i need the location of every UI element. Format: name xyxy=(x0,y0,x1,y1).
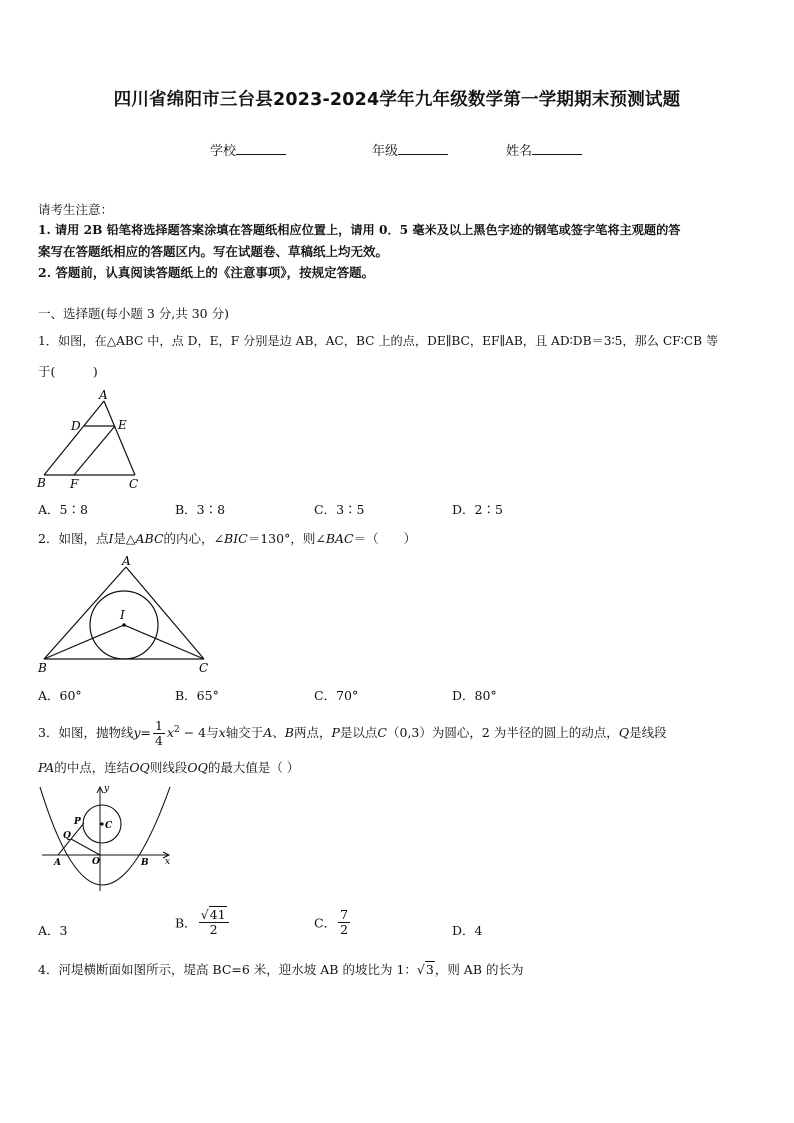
q2-label-a: A xyxy=(122,554,131,568)
q3-segment-oq-2: OQ xyxy=(187,760,208,775)
q3-choice-a[interactable]: A．3 xyxy=(38,923,68,938)
q2-choice-a[interactable]: A．60° xyxy=(38,688,82,703)
q3-text-with: 与 xyxy=(206,725,219,741)
q3-label-q: Q xyxy=(63,831,71,841)
q4-stem: 4．河堤横断面如图所示，堤高 BC=6 米，迎水坡 AB 的坡比为 1：√3，则 AB 的长为 xyxy=(38,962,524,977)
q2-label-b: B xyxy=(38,661,47,675)
q3-text-s2: 、 xyxy=(272,725,285,741)
q3-label-p: P xyxy=(74,817,81,827)
q3-choice-c-prefix: C． xyxy=(314,915,337,931)
notice-line-1b: 案写在答题纸相应的答题区内。写在试题卷、草稿纸上均无效。 xyxy=(38,244,389,259)
q3-choice-b-numerator: √41 xyxy=(199,908,229,923)
q3-exponent: 2 xyxy=(174,725,180,735)
q3-axis-label-y: y xyxy=(104,784,110,794)
q1-label-d: D xyxy=(71,419,81,433)
q3-text-l2b: 则线段 xyxy=(149,760,188,775)
q1-choice-d[interactable]: D．2∶5 xyxy=(452,502,503,517)
q3-xaxis: x xyxy=(218,725,226,741)
school-blank[interactable] xyxy=(236,142,286,155)
q3-point-p: P xyxy=(331,725,340,741)
q2-label-i: I xyxy=(120,608,125,622)
notice-line-1a: 1. 请用 2B 铅笔将选择题答案涂填在答题纸相应位置上，请用 0．5 毫米及以上黑色字迹的钢笔或签字笔将主观题的答 xyxy=(38,223,681,237)
q2-stem xyxy=(38,529,416,549)
q3-text-l2c: 的最大值是（ ） xyxy=(207,760,300,775)
q1-stem-line2: 于( ) xyxy=(38,364,98,379)
page-title: 四川省绵阳市三台县2023-2024学年九年级数学第一学期期末预测试题 xyxy=(113,90,681,110)
q1-label-c: C xyxy=(129,477,139,491)
q3-var-x: x xyxy=(166,725,175,741)
name-field xyxy=(506,140,582,159)
q3-choice-c-denominator: 2 xyxy=(340,922,349,937)
q1-triangle-figure xyxy=(30,388,150,492)
q3-point-c: C xyxy=(377,725,387,741)
q3-choice-b[interactable] xyxy=(175,908,231,937)
q3-text-s6: 是线段 xyxy=(629,725,667,741)
q4-text-post: ，则 AB 的长为 xyxy=(434,962,524,977)
q3-text-s3: 两点， xyxy=(293,725,332,741)
q3-choice-b-fraction xyxy=(199,908,229,937)
notice-line-2: 2. 答题前，认真阅读答题纸上的《注意事项》，按规定答题。 xyxy=(38,265,375,280)
grade-field xyxy=(372,140,448,159)
q3-label-b: B xyxy=(141,858,149,868)
q3-text-s5: （0,3）为圆心，2 为半径的圆上的动点， xyxy=(387,725,619,741)
q1-choice-b[interactable]: B．3∶8 xyxy=(175,502,226,517)
q2-text-mid3: ＝130°，则 xyxy=(247,531,316,546)
q3-equals: = xyxy=(140,725,152,741)
q3-parabola-figure xyxy=(34,783,179,898)
q3-choice-b-denominator: 2 xyxy=(209,922,218,937)
q3-label-o: O xyxy=(92,857,100,867)
q3-choice-c-numerator: 7 xyxy=(340,907,349,922)
q3-text-pre: 3．如图，抛物线 xyxy=(38,725,134,741)
q2-choice-c[interactable]: C．70° xyxy=(314,688,359,703)
q3-point-b: B xyxy=(284,725,294,741)
q2-triangle: △ABC xyxy=(125,531,164,546)
q2-choice-d[interactable]: D．80° xyxy=(452,688,497,703)
q3-var-y: y xyxy=(133,725,141,741)
q3-text-l2a: 的中点，连结 xyxy=(54,760,130,775)
section-heading: 一、选择题(每小题 3 分,共 30 分) xyxy=(38,306,229,321)
q2-point-i: I xyxy=(108,531,114,546)
grade-blank[interactable] xyxy=(398,142,448,155)
q1-label-e: E xyxy=(118,418,127,432)
q2-text-post: ＝（ ） xyxy=(353,531,417,546)
q3-frac-denominator: 4 xyxy=(155,733,163,749)
school-field xyxy=(210,140,286,159)
q3-stem-line1 xyxy=(38,713,667,750)
q3-choice-c-fraction xyxy=(338,908,350,937)
q4-sqrt-radicand: 3 xyxy=(425,962,434,977)
q3-stem-line2 xyxy=(38,758,299,778)
q3-frac-numerator: 1 xyxy=(155,718,163,734)
q2-angle-bac: ∠BAC xyxy=(315,531,354,546)
q3-text-s4: 是以点 xyxy=(339,725,378,741)
q3-minus-four: − 4 xyxy=(179,725,207,741)
q1-label-f: F xyxy=(70,477,79,491)
q3-choice-b-radicand: 41 xyxy=(209,907,226,922)
name-label: 姓名 xyxy=(506,144,533,159)
q4-text-pre: 4．河堤横断面如图所示，堤高 BC=6 米，迎水坡 AB 的坡比为 1： xyxy=(38,962,417,977)
q1-choice-c[interactable]: C．3∶5 xyxy=(314,502,365,517)
q2-incircle-figure xyxy=(30,552,220,677)
q3-fraction xyxy=(153,719,165,748)
q2-angle-bic: ∠BIC xyxy=(213,531,248,546)
q2-text-mid1: 是 xyxy=(113,531,126,546)
q3-point-a: A xyxy=(263,725,273,741)
q1-label-a: A xyxy=(99,388,108,402)
q2-text-mid2: 的内心， xyxy=(163,531,214,546)
q1-stem-line1: 1．如图，在△ABC 中，点 D，E，F 分别是边 AB，AC，BC 上的点，DE∥BC，EF∥AB，且 AD∶DB＝3∶5，那么 CF∶CB 等 xyxy=(38,334,719,348)
grade-label: 年级 xyxy=(372,144,399,159)
q3-segment-pa: PA xyxy=(38,760,55,775)
q1-choice-a[interactable]: A．5∶8 xyxy=(38,502,88,517)
school-label: 学校 xyxy=(210,144,237,159)
name-blank[interactable] xyxy=(532,142,582,155)
q3-segment-oq: OQ xyxy=(129,760,150,775)
q2-choice-b[interactable]: B．65° xyxy=(175,688,219,703)
notice-heading: 请考生注意： xyxy=(38,202,114,217)
q3-text-s1: 轴交于 xyxy=(225,725,264,741)
q3-point-q: Q xyxy=(618,725,630,741)
q3-choice-b-prefix: B． xyxy=(175,915,197,931)
q3-label-c: C xyxy=(105,821,113,831)
q3-label-a: A xyxy=(54,858,61,868)
q2-label-c: C xyxy=(199,661,209,675)
q2-text-pre: 2．如图，点 xyxy=(38,531,109,546)
q3-axis-label-x: x xyxy=(165,857,171,867)
q3-choice-d[interactable]: D．4 xyxy=(452,923,483,938)
q3-choice-c[interactable] xyxy=(314,908,352,937)
q1-label-b: B xyxy=(37,476,46,490)
